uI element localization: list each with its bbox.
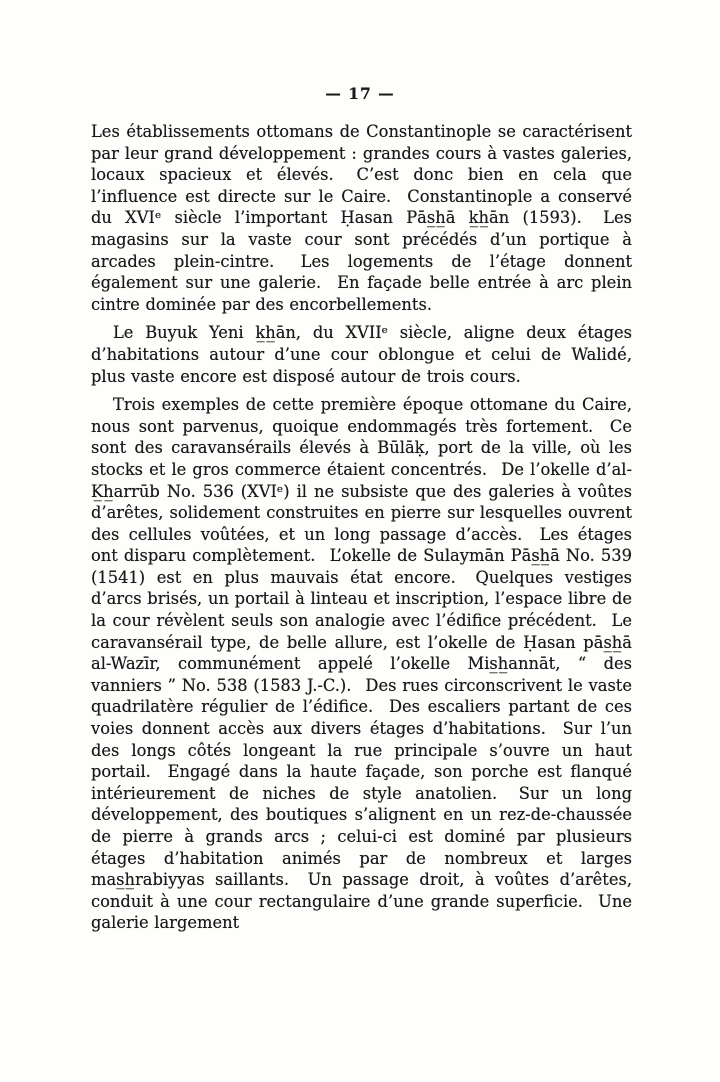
paragraph-3: Trois exemples de cette première époque ottomane du Caire, nous sont parvenus, quoique endommagés très fortement. Ce sont des caravansérails élevés à Būlāḳ, port de la ville, où les stocks et le gros commerce étaient concentrés. De l’okelle d’al-K̲h̲arrūb No. 536 (XVIᵉ) il ne subsiste que des galeries à voûtes d’arêtes, solidement construites en pierre sur lesquelles ouvrent des cellules voûtées, et un long passage d’accès. Les étages ont disparu complètement. L’okelle de Sulaymān Pās̲h̲ā No. 539 (1541) est en plus mauvais état encore. Quelques vestiges d’arcs brisés, un portail à linteau et inscription, l’espace libre de la cour révèlent seuls son analogie avec l’édifice précédent. Le caravansérail type, de belle allure, est l’okelle de Ḥasan pās̲h̲ā al-Wazīr, communément appelé l’okelle Mis̲h̲annāt, “ des vanniers ” No. 538 (1583 J.-C.). Des rues circonscrivent le vaste quadrilatère régulier de l’édifice. Des escaliers partant de ces voies donnent accès aux divers étages d’habitations. Sur l’un des longs côtés longeant la rue principale s’ouvre un haut portail. Engagé dans la haute façade, son porche est flanqué intérieurement de niches de style anatolien. Sur un long développement, des boutiques s’alignent en un rez-de-chaussée de pierre à grands arcs ; celui-ci est dominé par plusieurs étages d’habitation animés par de nombreux et larges mas̲h̲rabiyyas saillants. Un passage droit, à voûtes d’arêtes, conduit à une cour rectangulaire d’une grande superficie. Une galerie largement xyxy=(91,395,632,933)
paragraph-2: Le Buyuk Yeni k̲h̲ān, du XVIIᵉ siècle, aligne deux étages d’habitations autour d’une cour oblongue et celui de Walidé, plus vaste encore est disposé autour de trois cours. xyxy=(91,323,632,386)
text-block xyxy=(91,121,632,934)
page-number: — 17 — xyxy=(325,84,395,103)
paragraph-1: Les établissements ottomans de Constantinople se caractérisent par leur grand développement : grandes cours à vastes galeries, locaux spacieux et élevés. C’est donc bien en cela que l’influence est directe sur le Caire. Constantinople a conservé du XVIᵉ siècle l’important Ḥasan Pās̲h̲ā k̲h̲ān (1593). Les magasins sur la vaste cour sont précédés d’un portique à arcades plein-cintre. Les logements de l’étage donnent également sur une galerie. En façade belle entrée à arc plein cintre dominée par des encorbellements. xyxy=(91,122,632,314)
